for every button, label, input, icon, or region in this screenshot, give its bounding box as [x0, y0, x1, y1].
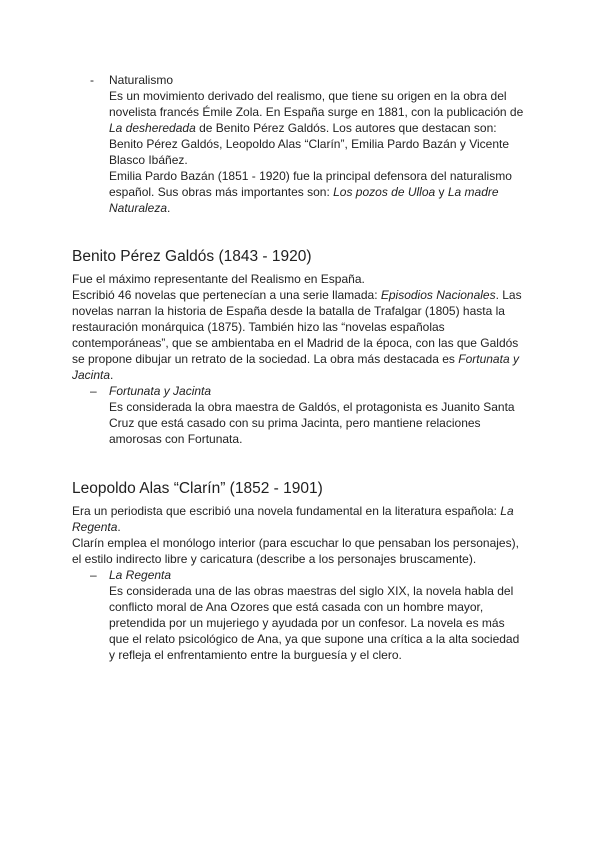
text-line: Es un movimiento derivado del realismo, que tiene su origen en la obra del [109, 89, 507, 103]
fortunata-block [109, 383, 579, 447]
text-line [72, 367, 542, 383]
text-line: amorosas con Fortunata. [109, 432, 243, 446]
text-span: español. Sus obras más importantes son: [109, 185, 334, 199]
galdos-section [72, 247, 542, 383]
text-line: novelas narran la historia de España desde la batalla de Trafalgar (1805) hasta la [72, 304, 505, 318]
text-line: restauración monárquica (1875). También hizo las “novelas españolas [72, 320, 445, 334]
text-span: . [117, 520, 121, 534]
bullet-dash: - [90, 73, 94, 87]
text-line [109, 184, 579, 200]
subitem-title [109, 383, 579, 399]
italic-title: La Regenta [109, 568, 172, 582]
text-line: Fue el máximo representante del Realismo en España. [72, 272, 365, 286]
italic-title: Fortunata y Jacinta [109, 384, 212, 398]
text-line: y refleja el enfrentamiento entre la burguesía y el clero. [109, 648, 402, 662]
naturalismo-block [109, 72, 579, 216]
text-span: se propone dibujar un retrato de la sociedad. La obra más destacada es [72, 352, 459, 366]
text-span: y [435, 185, 448, 199]
italic-title: Los pozos de Ulloa [333, 185, 436, 199]
text-line: contemporáneas”, que se ambientaba en el Madrid de la época, con las que Galdós [72, 336, 519, 350]
italic-title: Fortunata y [458, 352, 519, 366]
text-span: . [167, 201, 171, 215]
subitem-title [109, 567, 579, 583]
italic-title: Naturaleza [109, 201, 168, 215]
text-span: de Benito Pérez Galdós. Los autores que destacan son: [195, 121, 497, 135]
text-span: Era un periodista que escribió una novela fundamental en la literatura española: [72, 504, 501, 518]
italic-title: Regenta [72, 520, 118, 534]
text-line: pretendida por un mujeriego y ayudada por un confesor. La novela es más [109, 616, 505, 630]
section-heading: Benito Pérez Galdós (1843 - 1920) [72, 248, 312, 265]
section-heading: Leopoldo Alas “Clarín” (1852 - 1901) [72, 480, 323, 497]
text-span: Escribió 46 novelas que pertenecían a una serie llamada: [72, 288, 381, 302]
italic-title: La madre [447, 185, 499, 199]
text-line: conflicto moral de Ana Ozores que está casada con un hombre mayor, [109, 600, 484, 614]
text-line [72, 519, 542, 535]
text-line [72, 351, 542, 367]
bullet-dash: – [90, 568, 97, 582]
text-line [109, 120, 579, 136]
text-line: que el relato psicológico de Ana, ya que supone una crítica a la alta sociedad [109, 632, 520, 646]
regenta-block [109, 567, 579, 663]
text-line [72, 287, 542, 303]
italic-title: Episodios Nacionales [380, 288, 496, 302]
text-line: novelista francés Émile Zola. En España surge en 1881, con la publicación de [109, 105, 524, 119]
italic-title: Jacinta [72, 368, 111, 382]
text-line: Blasco Ibáñez. [109, 153, 188, 167]
text-span: . [110, 368, 114, 382]
italic-title: La desheredada [109, 121, 196, 135]
text-line: Es considerada una de las obras maestras del siglo XIX, la novela habla del [109, 584, 514, 598]
text-line: Cruz que está casado con su prima Jacinta, pero mantiene relaciones [109, 416, 481, 430]
bullet-dash: – [90, 384, 97, 398]
text-line: Benito Pérez Galdós, Leopoldo Alas “Clarín”, Emilia Pardo Bazán y Vicente [109, 137, 509, 151]
naturalismo-title: Naturalismo [109, 73, 174, 87]
text-line [109, 200, 579, 216]
text-line: Emilia Pardo Bazán (1851 - 1920) fue la principal defensora del naturalismo [109, 169, 512, 183]
text-line [72, 503, 542, 519]
text-line: el estilo indirecto libre y caricatura (describe a los personajes bruscamente). [72, 552, 477, 566]
text-line: Es considerada la obra maestra de Galdós, el protagonista es Juanito Santa [109, 400, 515, 414]
text-span: . Las [495, 288, 522, 302]
text-line: Clarín emplea el monólogo interior (para escuchar lo que pensaban los personajes), [72, 536, 519, 550]
clarin-section [72, 479, 542, 567]
italic-title: La [500, 504, 514, 518]
